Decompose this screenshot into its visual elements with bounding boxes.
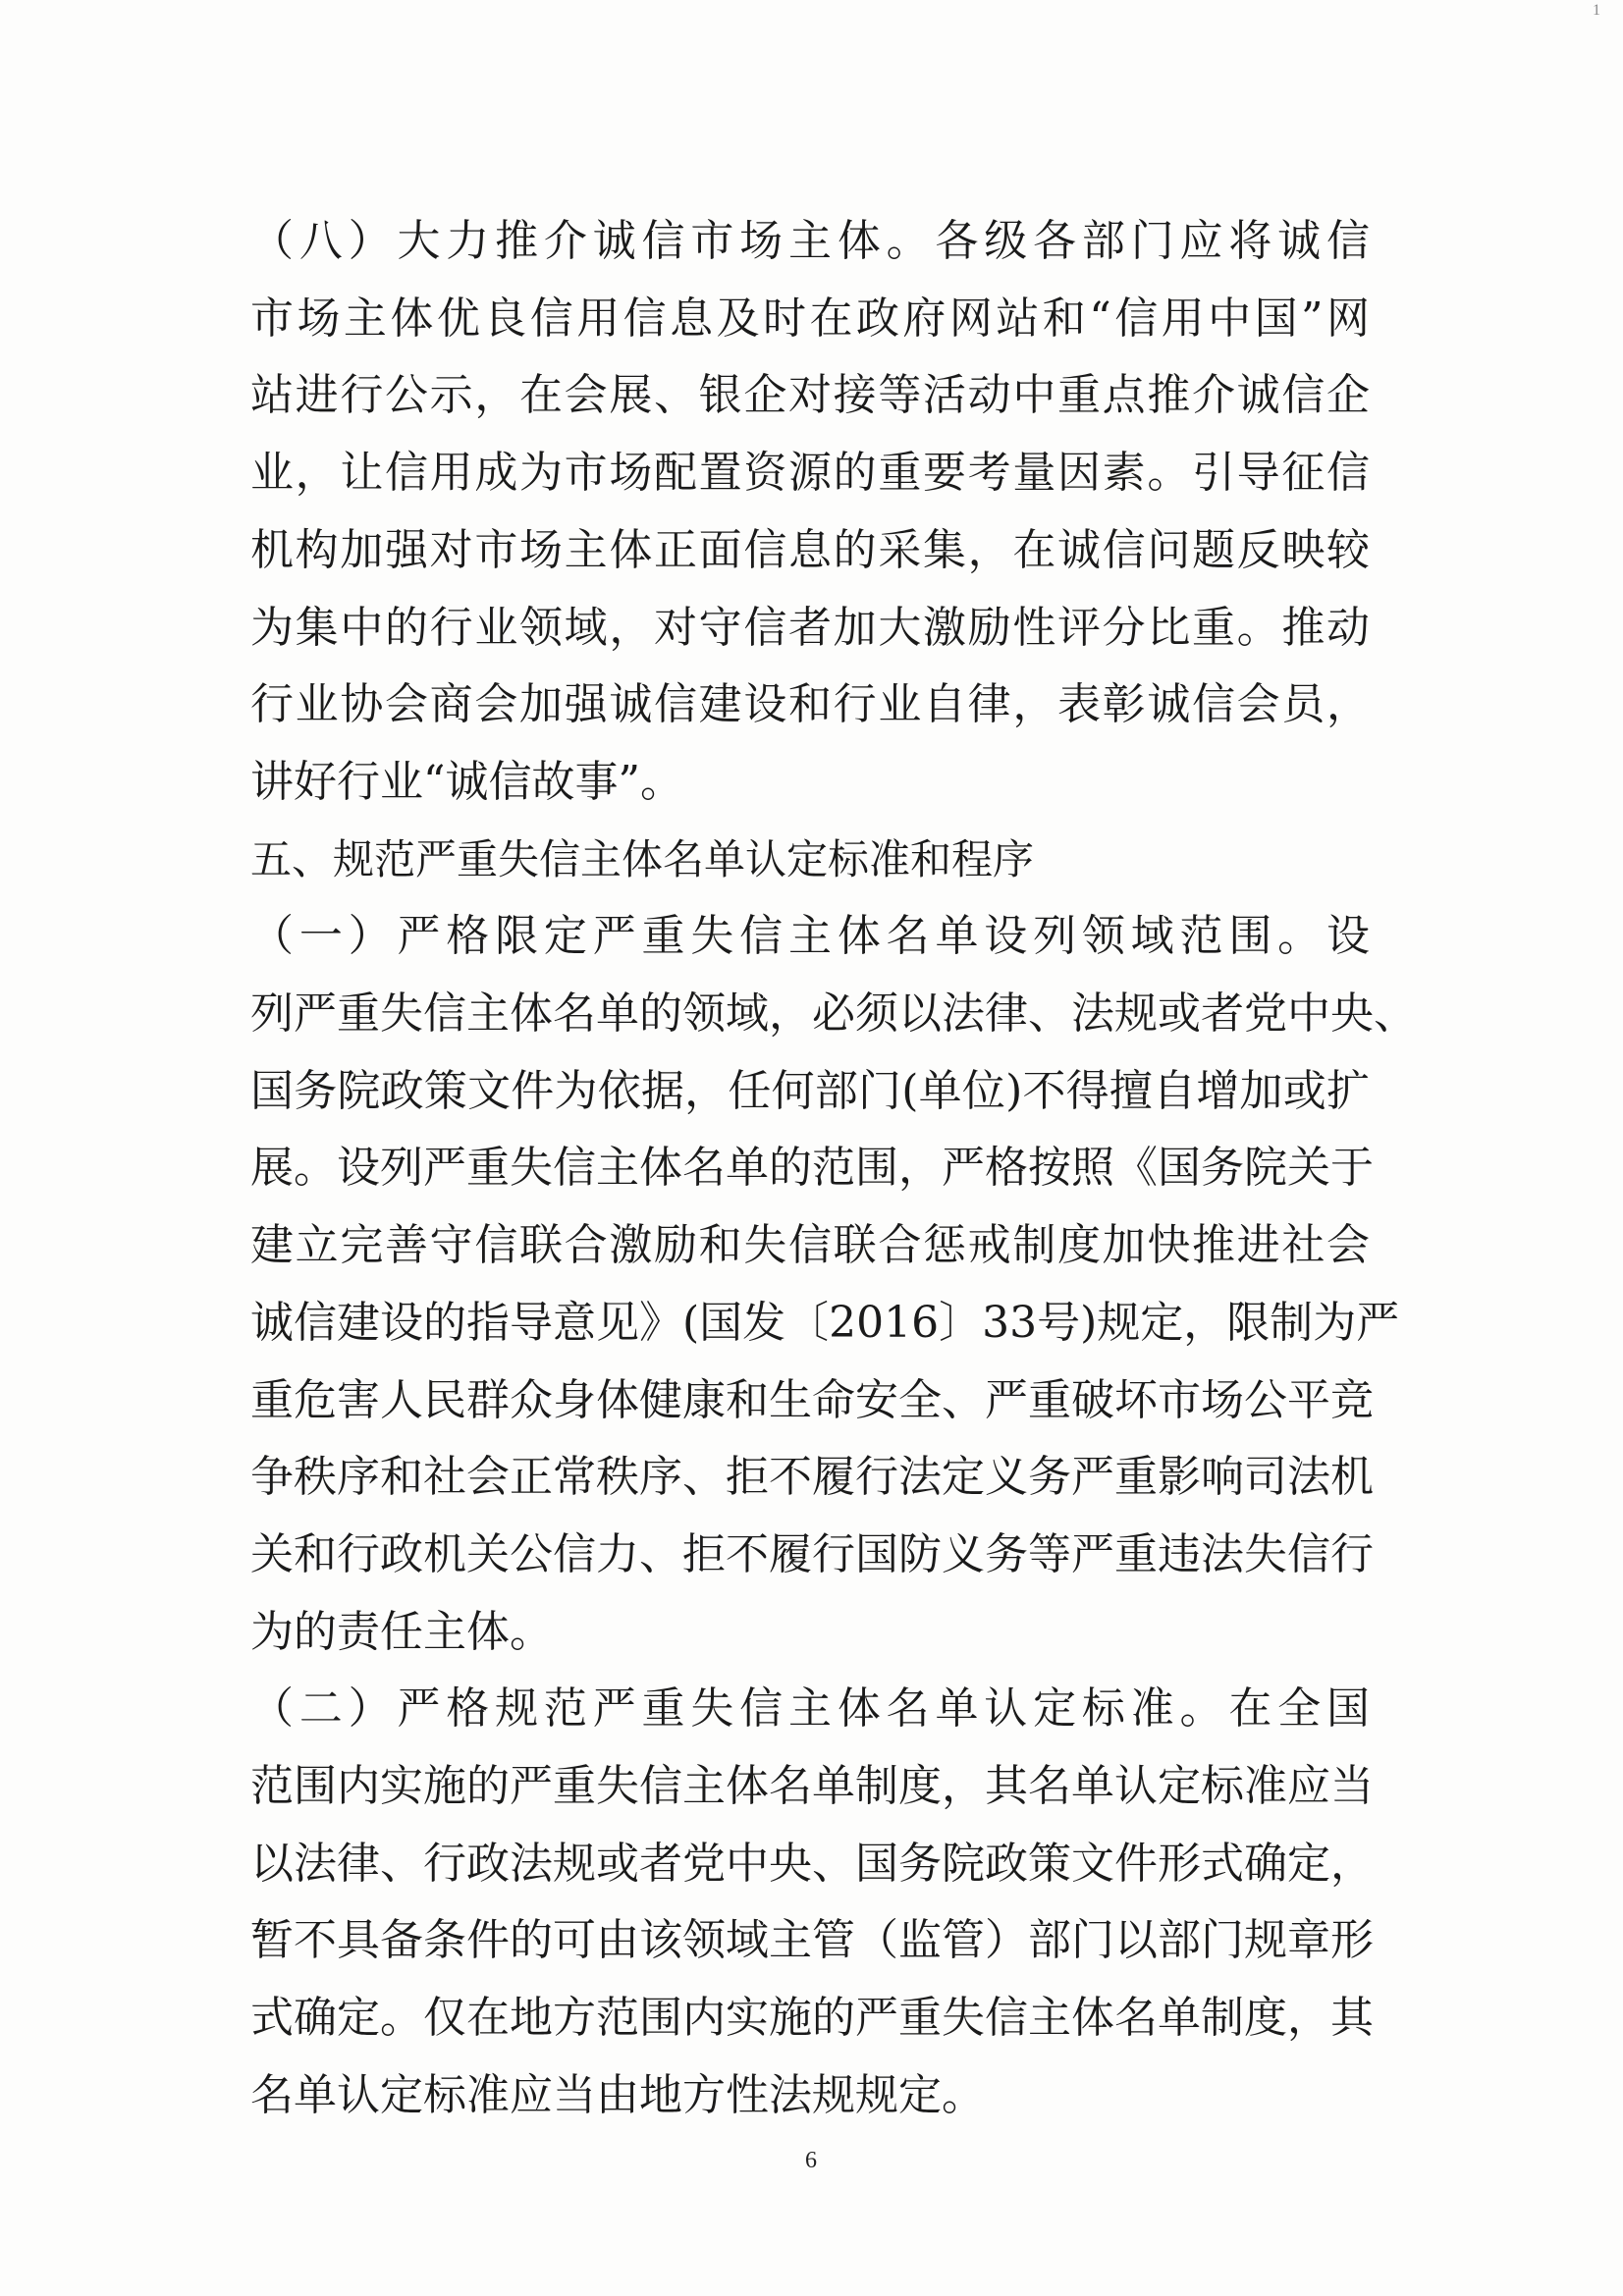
paragraph-line: （八）大力推介诚信市场主体。各级各部门应将诚信 bbox=[250, 216, 1370, 266]
paragraph-line: （一）严格限定严重失信主体名单设列领域范围。设 bbox=[250, 911, 1370, 961]
paragraph-line: 为集中的行业领域，对守信者加大激励性评分比重。推动 bbox=[250, 603, 1370, 653]
paragraph-line: 站进行公示，在会展、银企对接等活动中重点推介诚信企 bbox=[250, 370, 1370, 420]
paragraph-line: 行业协会商会加强诚信建设和行业自律，表彰诚信会员， bbox=[250, 679, 1370, 729]
paragraph-line: （二）严格规范严重失信主体名单认定标准。在全国 bbox=[250, 1683, 1370, 1734]
paragraph-line: 为的责任主体。 bbox=[250, 1607, 553, 1657]
paragraph-line: 讲好行业“诚信故事”。 bbox=[250, 757, 683, 807]
paragraph-line: 范围内实施的严重失信主体名单制度，其名单认定标准应当 bbox=[250, 1761, 1374, 1811]
paragraph-line: 争秩序和社会正常秩序、拒不履行法定义务严重影响司法机 bbox=[250, 1452, 1374, 1502]
paragraph-line: 关和行政机关公信力、拒不履行国防义务等严重违法失信行 bbox=[250, 1529, 1374, 1579]
paragraph-line: 展。设列严重失信主体名单的范围，严格按照《国务院关于 bbox=[250, 1143, 1374, 1193]
paragraph-line: 建立完善守信联合激励和失信联合惩戒制度加快推进社会 bbox=[250, 1220, 1370, 1270]
section-heading: 五、规范严重失信主体名单认定标准和程序 bbox=[250, 835, 1035, 883]
paragraph-line: 以法律、行政法规或者党中央、国务院政策文件形式确定， bbox=[250, 1839, 1374, 1889]
paragraph-line: 列严重失信主体名单的领域，必须以法律、法规或者党中央、 bbox=[250, 988, 1417, 1039]
paragraph-line: 名单认定标准应当由地方性法规规定。 bbox=[250, 2070, 985, 2120]
paragraph-line: 式确定。仅在地方范围内实施的严重失信主体名单制度，其 bbox=[250, 1993, 1374, 2043]
page-number: 6 bbox=[805, 2148, 817, 2173]
paragraph-line: 市场主体优良信用信息及时在政府网站和“信用中国”网 bbox=[250, 294, 1370, 344]
paragraph-line: 诚信建设的指导意见》(国发〔2016〕33号)规定，限制为严 bbox=[250, 1298, 1400, 1348]
paragraph-line: 业，让信用成为市场配置资源的重要考量因素。引导征信 bbox=[250, 448, 1370, 498]
paragraph-line: 国务院政策文件为依据，任何部门(单位)不得擅自增加或扩 bbox=[250, 1066, 1370, 1116]
paragraph-line: 重危害人民群众身体健康和生命安全、严重破坏市场公平竞 bbox=[250, 1375, 1374, 1425]
paragraph-line: 机构加强对市场主体正面信息的采集，在诚信问题反映较 bbox=[250, 525, 1370, 575]
paragraph-line: 暂不具备条件的可由该领域主管（监管）部门以部门规章形 bbox=[250, 1915, 1374, 1965]
corner-mark: 1 bbox=[1593, 2, 1600, 19]
